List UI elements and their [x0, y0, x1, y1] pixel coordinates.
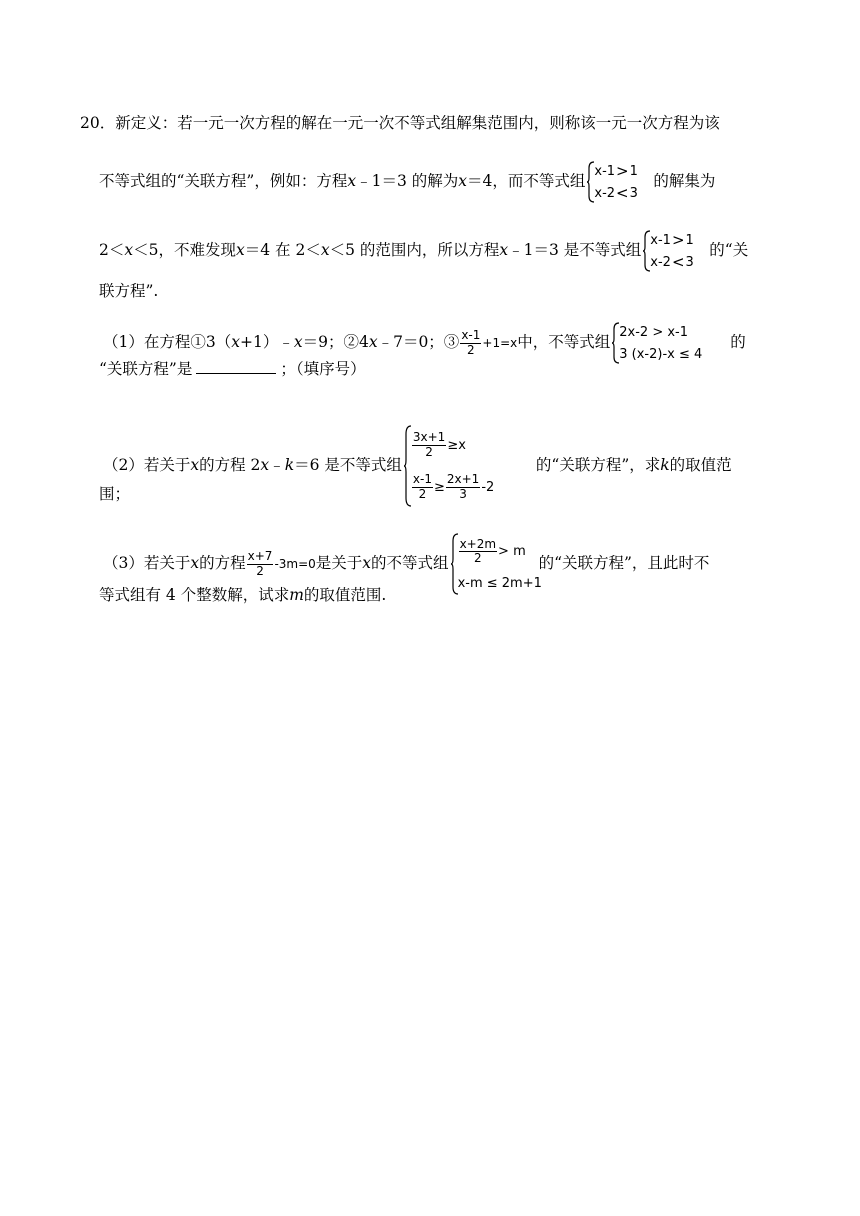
brace-icon	[403, 424, 413, 508]
system-row: 2x-2 > x-1	[619, 324, 689, 340]
brace-icon	[450, 532, 460, 596]
system-row: $\frac{x+2m}{2}$ > m	[459, 536, 526, 566]
system-row: x-m ≤ 2m+1	[457, 576, 542, 592]
fraction: $\frac{x+7}{2}$	[247, 549, 273, 578]
question-1-line-2: “关联方程”是 ；（填序号）	[99, 360, 366, 378]
problem-number: 20．	[80, 114, 116, 132]
example-inequality-system-repeat	[642, 229, 708, 273]
question-1-inequality-system	[611, 321, 729, 365]
system-row: $\frac{3x+1}{2}$ ≥x	[412, 430, 466, 459]
answer-blank[interactable]	[196, 359, 276, 374]
problem-intro-line-2: 不等式组的“关联方程”，例如：方程x﹣1＝3 的解为x＝4，而不等式组 x-1 > 1 x-2 < 3 的解集为	[99, 160, 715, 204]
fraction: $\frac{x-1}{2}$	[461, 328, 481, 357]
question-1-line-1: （1）在方程①3（x+1）﹣x＝9；②4x﹣7＝0；③ $\frac{x-1}{2}$ +1=x中，不等式组 2x-2 > x-1 3 (x-2)-x ≤ 4 的	[103, 321, 746, 365]
problem-intro-line-4: 联方程”.	[99, 282, 159, 300]
question-2-line-2: 围；	[99, 485, 131, 503]
problem-intro-line-1: 20．新定义：若一元一次方程的解在一元一次不等式组解集范围内，则称该一元一次方程为该	[80, 114, 720, 132]
system-row: 3 (x-2)-x ≤ 4	[619, 346, 703, 362]
question-2-line-1: （2）若关于x的方程 2x﹣k＝6 是不等式组 $\frac{3x+1}{2}$ ≥x $\frac{x-1}{2}$ ≥ $\frac{2x+1}{3}$ -2 的“关联方程”，求k的取值范	[103, 424, 732, 508]
question-3-line-2: 等式组有 4 个整数解，试求m的取值范围.	[99, 586, 387, 604]
question-3-line-1: （3）若关于x的方程 $\frac{x+7}{2}$ -3m=0是关于x的不等式组 $\frac{x+2m}{2}$ > m x-m ≤ 2m+1 的“关联方程”，且此时不	[103, 532, 709, 596]
system-row: x-1 > 1	[594, 161, 638, 180]
brace-icon	[611, 321, 621, 365]
brace-icon	[586, 160, 596, 204]
system-row: x-2 < 3	[650, 252, 694, 271]
brace-icon	[642, 229, 652, 273]
example-inequality-system	[586, 160, 652, 204]
system-row: $\frac{x-1}{2}$ ≥ $\frac{2x+1}{3}$ -2	[412, 472, 495, 501]
question-3-inequality-system	[450, 532, 542, 596]
system-row: x-1 > 1	[650, 230, 694, 249]
question-2-inequality-system	[403, 424, 535, 508]
system-row: x-2 < 3	[594, 183, 638, 202]
problem-intro-line-3: 2＜x＜5，不难发现x＝4 在 2＜x＜5 的范围内，所以方程x﹣1＝3 是不等式组 x-1 > 1 x-2 < 3 的“关	[99, 229, 748, 273]
